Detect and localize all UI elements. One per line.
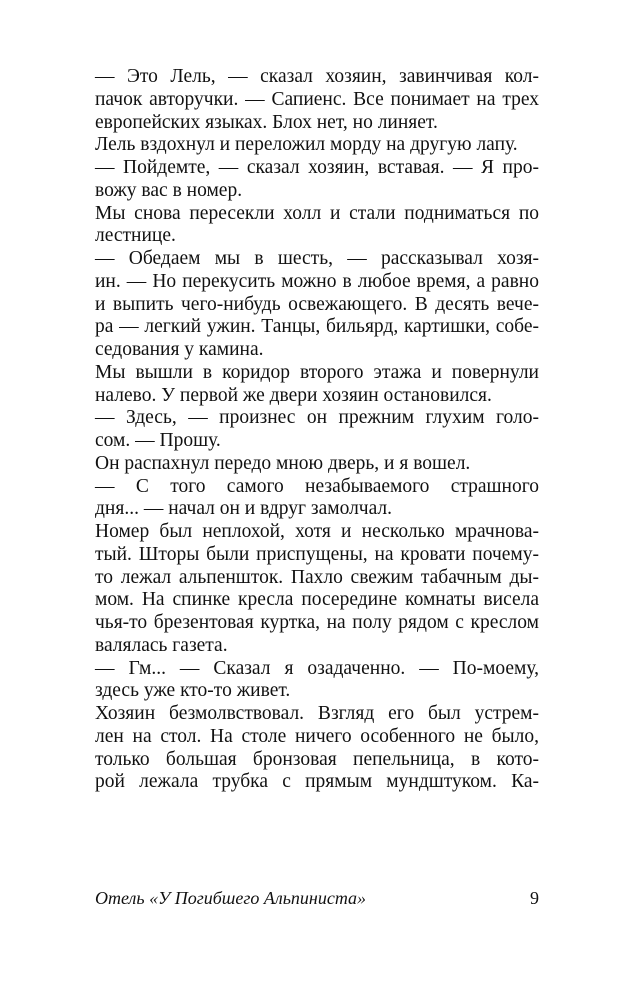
text-line: Мы снова пересекли холл и стали подниматься по: [95, 202, 539, 224]
text-line: Мы вышли в коридор второго этажа и повернули: [95, 361, 539, 383]
text-line: — Гм... — Сказал я озадаченно. — По-моему,: [95, 657, 539, 679]
body-text: [95, 66, 539, 794]
text-line: лестнице.: [95, 225, 176, 247]
text-line: — Пойдемте, — сказал хозяин, вставая. — Я про-: [95, 157, 539, 178]
text-line: — С того самого незабываемого страшного: [95, 475, 539, 497]
text-line: Лель вздохнул и переложил морду на другую лапу.: [95, 134, 518, 156]
text-line: чья-то брезентовая куртка, на полу рядом с креслом: [95, 612, 539, 633]
text-line: Он распахнул передо мною дверь, и я вошел.: [95, 452, 471, 474]
text-line: европейских языках. Блох нет, но линяет.: [95, 111, 438, 133]
text-line: налево. У первой же двери хозяин остановился.: [95, 384, 492, 406]
text-line: пачок авторучки. — Сапиенс. Все понимает на трех: [95, 88, 539, 110]
page-footer: [95, 886, 539, 910]
text-line: то лежал альпеншток. Пахло свежим табачным ды-: [95, 566, 539, 588]
text-line: тый. Шторы были приспущены, на кровати почему-: [95, 543, 539, 565]
text-line: Номер был неплохой, хотя и несколько мрачнова-: [95, 521, 539, 542]
text-line: рой лежала трубка с прямым мундштуком. Ка-: [95, 771, 539, 793]
text-line: мом. На спинке кресла посередине комнаты висела: [95, 589, 539, 611]
text-line: — Обедаем мы в шесть, — рассказывал хозя-: [95, 248, 539, 269]
text-line: лен на стол. На столе ничего особенного не было,: [95, 725, 539, 747]
text-line: ин. — Но перекусить можно в любое время, а равно: [95, 270, 539, 292]
text-line: дня... — начал он и вдруг замолчал.: [95, 498, 393, 520]
text-line: только большая бронзовая пепельница, в кото-: [95, 748, 539, 770]
text-line: Хозяин безмолвствовал. Взгляд его был устрем-: [95, 703, 539, 724]
text-line: — Здесь, — произнес он прежним глухим голо-: [95, 407, 539, 429]
text-line: ра — легкий ужин. Танцы, бильярд, картишки, собе-: [95, 316, 539, 338]
text-line: здесь уже кто-то живет.: [95, 680, 291, 702]
text-line: седования у камина.: [95, 339, 264, 360]
running-title: Отель «У Погибшего Альпиниста»: [95, 888, 367, 908]
text-line: и выпить чего-нибудь освежающего. В десять вече-: [95, 293, 539, 315]
text-line: — Это Лель, — сказал хозяин, завинчивая кол-: [95, 66, 539, 87]
text-line: сом. — Прошу.: [95, 430, 221, 451]
text-line: валялась газета.: [95, 634, 228, 656]
page-number: 9: [530, 888, 539, 908]
text-line: вожу вас в номер.: [95, 179, 243, 201]
